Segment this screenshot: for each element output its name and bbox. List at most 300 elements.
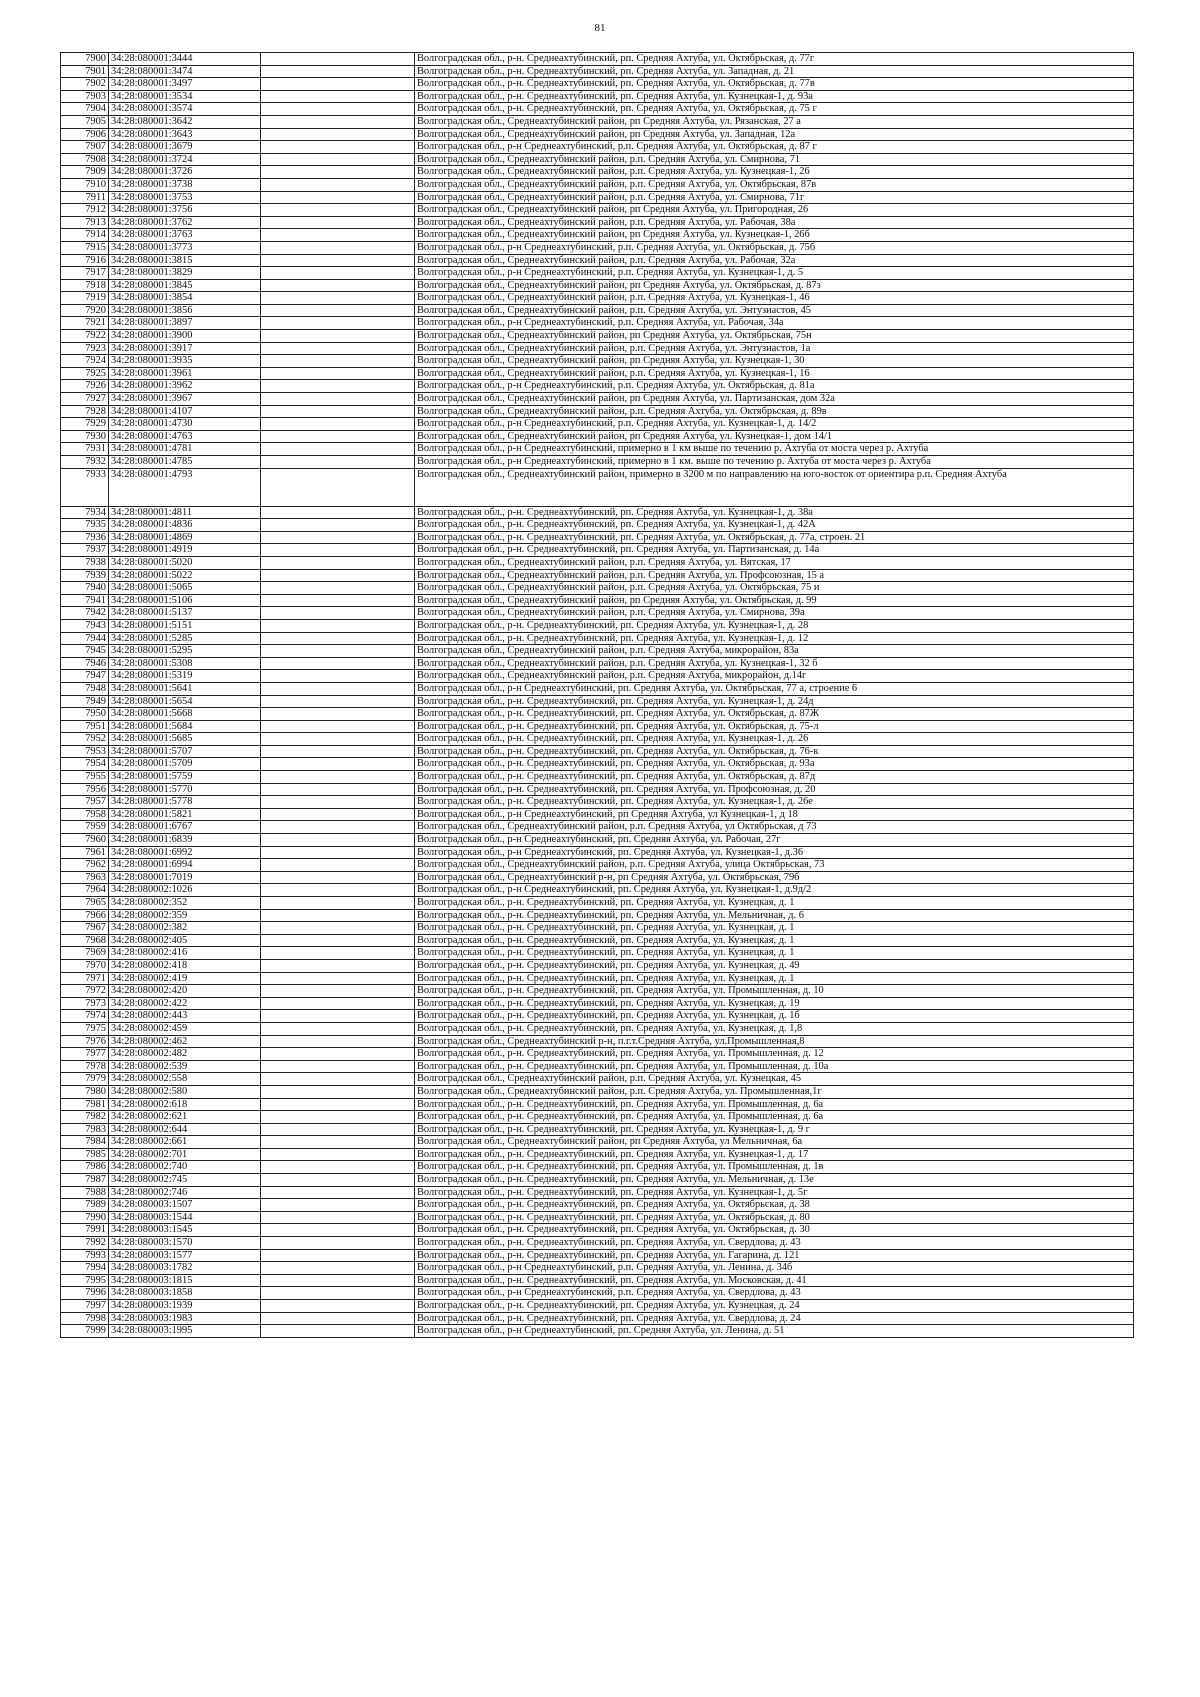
table-row xyxy=(61,544,1134,557)
address: Волгоградская обл., р-н. Среднеахтубинский, рп. Средняя Ахтуба, ул. Гагарина, д. 121 xyxy=(415,1249,1134,1262)
empty-cell xyxy=(261,229,415,242)
cadastral-number: 34:28:080001:5709 xyxy=(109,758,261,771)
cadastral-number: 34:28:080003:1544 xyxy=(109,1211,261,1224)
address: Волгоградская обл., р-н. Среднеахтубинский, рп. Средняя Ахтуба, ул. Кузнецкая-1, д. 5г xyxy=(415,1186,1134,1199)
address: Волгоградская обл., р-н Среднеахтубинский, р.п. Средняя Ахтуба, ул. Октябрьская, д. 87 г xyxy=(415,141,1134,154)
address: Волгоградская обл., Среднеахтубинский район, рп Средняя Ахтуба, ул. Октябрьская, 75н xyxy=(415,330,1134,343)
table-row xyxy=(61,1300,1134,1313)
empty-cell xyxy=(261,569,415,582)
address: Волгоградская обл., р-н. Среднеахтубинский, рп. Средняя Ахтуба, ул. Промышленная, д. 10а xyxy=(415,1060,1134,1073)
row-number: 7972 xyxy=(61,985,109,998)
row-number: 7993 xyxy=(61,1249,109,1262)
cadastral-number: 34:28:080001:6839 xyxy=(109,834,261,847)
cadastral-number: 34:28:080003:1983 xyxy=(109,1312,261,1325)
row-number: 7976 xyxy=(61,1035,109,1048)
cadastral-number: 34:28:080001:3815 xyxy=(109,254,261,267)
table-row xyxy=(61,1098,1134,1111)
row-number: 7900 xyxy=(61,53,109,66)
cadastral-number: 34:28:080001:4811 xyxy=(109,506,261,519)
address: Волгоградская обл., Среднеахтубинский район, р.п. Средняя Ахтуба, ул. Кузнецкая-1, 26 xyxy=(415,166,1134,179)
empty-cell xyxy=(261,90,415,103)
table-row xyxy=(61,153,1134,166)
table-row xyxy=(61,884,1134,897)
cadastral-number: 34:28:080001:3763 xyxy=(109,229,261,242)
cadastral-number: 34:28:080003:1570 xyxy=(109,1237,261,1250)
address: Волгоградская обл., р-н. Среднеахтубинский, рп. Средняя Ахтуба, ул. Кузнецкая-1, д. 38а xyxy=(415,506,1134,519)
address: Волгоградская обл., Среднеахтубинский район, р.п. Средняя Ахтуба, ул. Вятская, 17 xyxy=(415,556,1134,569)
address: Волгоградская обл., р-н. Среднеахтубинский, рп. Средняя Ахтуба, ул. Октябрьская, д. 75 г xyxy=(415,103,1134,116)
cadastral-number: 34:28:080002:422 xyxy=(109,997,261,1010)
table-row xyxy=(61,796,1134,809)
cadastral-number: 34:28:080001:3762 xyxy=(109,216,261,229)
row-number: 7966 xyxy=(61,909,109,922)
empty-cell xyxy=(261,254,415,267)
row-number: 7947 xyxy=(61,670,109,683)
table-row xyxy=(61,1085,1134,1098)
cadastral-number: 34:28:080001:4836 xyxy=(109,519,261,532)
table-row xyxy=(61,972,1134,985)
empty-cell xyxy=(261,393,415,406)
address: Волгоградская обл., Среднеахтубинский район, р.п. Средняя Ахтуба, ул. Смирнова, 71 xyxy=(415,153,1134,166)
row-number: 7969 xyxy=(61,947,109,960)
table-row xyxy=(61,90,1134,103)
address: Волгоградская обл., Среднеахтубинский район, рп Средняя Ахтуба, ул. Кузнецкая-1, 30 xyxy=(415,355,1134,368)
address: Волгоградская обл., Среднеахтубинский район, р.п. Средняя Ахтуба, ул. Энтузиастов, 45 xyxy=(415,304,1134,317)
table-row xyxy=(61,682,1134,695)
empty-cell xyxy=(261,1136,415,1149)
table-row xyxy=(61,1186,1134,1199)
row-number: 7960 xyxy=(61,834,109,847)
cadastral-number: 34:28:080001:6767 xyxy=(109,821,261,834)
address: Волгоградская обл., р-н Среднеахтубинский, примерно в 1 км. выше по течению р. Ахтуба от моста через р. Ахтуба xyxy=(415,456,1134,469)
cadastral-number: 34:28:080001:5137 xyxy=(109,607,261,620)
table-row xyxy=(61,204,1134,217)
address: Волгоградская обл., р-н. Среднеахтубинский, рп. Средняя Ахтуба, ул. Октябрьская, д. 75-л xyxy=(415,720,1134,733)
cadastral-number: 34:28:080003:1815 xyxy=(109,1274,261,1287)
empty-cell xyxy=(261,985,415,998)
row-number: 7939 xyxy=(61,569,109,582)
cadastral-number: 34:28:080001:3679 xyxy=(109,141,261,154)
row-number: 7946 xyxy=(61,657,109,670)
address: Волгоградская обл., Среднеахтубинский район, р.п. Средняя Ахтуба, микрорайон, 83а xyxy=(415,645,1134,658)
address: Волгоградская обл., р-н. Среднеахтубинский, рп. Средняя Ахтуба, ул. Кузнецкая-1, д. 93а xyxy=(415,90,1134,103)
empty-cell xyxy=(261,1300,415,1313)
table-row xyxy=(61,1312,1134,1325)
cadastral-number: 34:28:080003:1939 xyxy=(109,1300,261,1313)
table-row xyxy=(61,1022,1134,1035)
row-number: 7992 xyxy=(61,1237,109,1250)
address: Волгоградская обл., р-н. Среднеахтубинский, рп. Средняя Ахтуба, ул. Кузнецкая, д. 1 xyxy=(415,897,1134,910)
cadastral-number: 34:28:080001:3497 xyxy=(109,78,261,91)
table-row xyxy=(61,1199,1134,1212)
row-number: 7938 xyxy=(61,556,109,569)
table-row xyxy=(61,317,1134,330)
cadastral-number: 34:28:080003:1995 xyxy=(109,1325,261,1338)
row-number: 7963 xyxy=(61,871,109,884)
table-row xyxy=(61,745,1134,758)
cadastral-number: 34:28:080001:4793 xyxy=(109,468,261,506)
empty-cell xyxy=(261,241,415,254)
address: Волгоградская обл., Среднеахтубинский район, р.п. Средняя Ахтуба, ул. Рабочая, 38а xyxy=(415,216,1134,229)
table-row xyxy=(61,241,1134,254)
row-number: 7951 xyxy=(61,720,109,733)
row-number: 7935 xyxy=(61,519,109,532)
cadastral-number: 34:28:080002:416 xyxy=(109,947,261,960)
table-row xyxy=(61,418,1134,431)
row-number: 7975 xyxy=(61,1022,109,1035)
empty-cell xyxy=(261,808,415,821)
address: Волгоградская обл., р-н. Среднеахтубинский, рп. Средняя Ахтуба, ул. Промышленная, д. 6а xyxy=(415,1098,1134,1111)
empty-cell xyxy=(261,103,415,116)
table-row xyxy=(61,103,1134,116)
cadastral-number: 34:28:080001:3856 xyxy=(109,304,261,317)
cadastral-number: 34:28:080001:3738 xyxy=(109,178,261,191)
empty-cell xyxy=(261,846,415,859)
address: Волгоградская обл., р-н. Среднеахтубинский, рп. Средняя Ахтуба, ул. Октябрьская, д. 77в xyxy=(415,78,1134,91)
address: Волгоградская обл., Среднеахтубинский район, р.п. Средняя Ахтуба, ул. Промышленная,1г xyxy=(415,1085,1134,1098)
table-row xyxy=(61,254,1134,267)
address: Волгоградская обл., р-н Среднеахтубинский, рп. Средняя Ахтуба, ул. Рабочая, 27г xyxy=(415,834,1134,847)
cadastral-number: 34:28:080002:1026 xyxy=(109,884,261,897)
address: Волгоградская обл., р-н. Среднеахтубинский, рп. Средняя Ахтуба, ул. Кузнецкая-1, д. 17 xyxy=(415,1148,1134,1161)
row-number: 7961 xyxy=(61,846,109,859)
row-number: 7986 xyxy=(61,1161,109,1174)
cadastral-number: 34:28:080001:3534 xyxy=(109,90,261,103)
row-number: 7927 xyxy=(61,393,109,406)
address: Волгоградская обл., р-н. Среднеахтубинский, рп. Средняя Ахтуба, ул. Кузнецкая, д. 19 xyxy=(415,997,1134,1010)
empty-cell xyxy=(261,506,415,519)
address: Волгоградская обл., р-н. Среднеахтубинский, рп. Средняя Ахтуба, ул. Октябрьская, д. 77а, строен. 21 xyxy=(415,531,1134,544)
cadastral-number: 34:28:080002:419 xyxy=(109,972,261,985)
table-row xyxy=(61,619,1134,632)
table-row xyxy=(61,695,1134,708)
table-row xyxy=(61,834,1134,847)
table-row xyxy=(61,1237,1134,1250)
row-number: 7980 xyxy=(61,1085,109,1098)
cadastral-number: 34:28:080001:5707 xyxy=(109,745,261,758)
row-number: 7997 xyxy=(61,1300,109,1313)
cadastral-number: 34:28:080001:5770 xyxy=(109,783,261,796)
page-number: 81 xyxy=(594,22,606,34)
row-number: 7926 xyxy=(61,380,109,393)
address: Волгоградская обл., р-н. Среднеахтубинский, рп. Средняя Ахтуба, ул. Свердлова, д. 24 xyxy=(415,1312,1134,1325)
cadastral-number: 34:28:080001:3726 xyxy=(109,166,261,179)
cadastral-number: 34:28:080001:5759 xyxy=(109,771,261,784)
cadastral-number: 34:28:080001:3854 xyxy=(109,292,261,305)
empty-cell xyxy=(261,1312,415,1325)
empty-cell xyxy=(261,1186,415,1199)
empty-cell xyxy=(261,304,415,317)
empty-cell xyxy=(261,292,415,305)
row-number: 7907 xyxy=(61,141,109,154)
row-number: 7984 xyxy=(61,1136,109,1149)
cadastral-number: 34:28:080001:5319 xyxy=(109,670,261,683)
address: Волгоградская обл., р-н. Среднеахтубинский, рп. Средняя Ахтуба, ул. Кузнецкая, д. 1 xyxy=(415,922,1134,935)
address: Волгоградская обл., р-н. Среднеахтубинский, рп. Средняя Ахтуба, ул. Кузнецкая-1, д. 9 г xyxy=(415,1123,1134,1136)
address: Волгоградская обл., Среднеахтубинский район, р.п. Средняя Ахтуба, ул. Смирнова, 39а xyxy=(415,607,1134,620)
cadastral-number: 34:28:080001:3900 xyxy=(109,330,261,343)
address: Волгоградская обл., р-н. Среднеахтубинский, рп. Средняя Ахтуба, ул. Промышленная, д. 1в xyxy=(415,1161,1134,1174)
row-number: 7936 xyxy=(61,531,109,544)
cadastral-number: 34:28:080001:3962 xyxy=(109,380,261,393)
row-number: 7920 xyxy=(61,304,109,317)
table-row xyxy=(61,166,1134,179)
row-number: 7968 xyxy=(61,934,109,947)
address: Волгоградская обл., Среднеахтубинский район, рп Средняя Ахтуба, ул. Октябрьская, д. 99 xyxy=(415,594,1134,607)
row-number: 7956 xyxy=(61,783,109,796)
cadastral-number: 34:28:080001:6994 xyxy=(109,859,261,872)
cadastral-number: 34:28:080002:405 xyxy=(109,934,261,947)
address: Волгоградская обл., р-н Среднеахтубинский, рп. Средняя Ахтуба, ул. Ленина, д. 51 xyxy=(415,1325,1134,1338)
row-number: 7970 xyxy=(61,959,109,972)
address: Волгоградская обл., Среднеахтубинский район, р.п. Средняя Ахтуба, ул. Смирнова, 71г xyxy=(415,191,1134,204)
address: Волгоградская обл., р-н Среднеахтубинский, рп. Средняя Ахтуба, ул. Кузнецкая-1, д.36 xyxy=(415,846,1134,859)
table-row xyxy=(61,859,1134,872)
table-row xyxy=(61,569,1134,582)
empty-cell xyxy=(261,1174,415,1187)
address: Волгоградская обл., Среднеахтубинский район, р.п. Средняя Ахтуба, ул Октябрьская, д 73 xyxy=(415,821,1134,834)
row-number: 7905 xyxy=(61,115,109,128)
table-row xyxy=(61,128,1134,141)
address: Волгоградская обл., р-н. Среднеахтубинский, рп. Средняя Ахтуба, ул. Октябрьская, д. 87д xyxy=(415,771,1134,784)
row-number: 7978 xyxy=(61,1060,109,1073)
table-row xyxy=(61,947,1134,960)
empty-cell xyxy=(261,796,415,809)
row-number: 7931 xyxy=(61,443,109,456)
empty-cell xyxy=(261,1287,415,1300)
row-number: 7949 xyxy=(61,695,109,708)
cadastral-number: 34:28:080002:746 xyxy=(109,1186,261,1199)
row-number: 7941 xyxy=(61,594,109,607)
address: Волгоградская обл., Среднеахтубинский район, р.п. Средняя Ахтуба, ул. Кузнецкая-1, 46 xyxy=(415,292,1134,305)
cadastral-number: 34:28:080002:420 xyxy=(109,985,261,998)
row-number: 7989 xyxy=(61,1199,109,1212)
address: Волгоградская обл., р-н Среднеахтубинский, р.п. Средняя Ахтуба, ул. Свердлова, д. 43 xyxy=(415,1287,1134,1300)
cadastral-number: 34:28:080002:621 xyxy=(109,1111,261,1124)
address: Волгоградская обл., р-н. Среднеахтубинский, рп. Средняя Ахтуба, ул. Промышленная, д. 6а xyxy=(415,1111,1134,1124)
empty-cell xyxy=(261,783,415,796)
table-row xyxy=(61,191,1134,204)
empty-cell xyxy=(261,670,415,683)
empty-cell xyxy=(261,897,415,910)
table-row xyxy=(61,922,1134,935)
empty-cell xyxy=(261,443,415,456)
cadastral-number: 34:28:080001:4107 xyxy=(109,405,261,418)
cadastral-number: 34:28:080001:3845 xyxy=(109,279,261,292)
empty-cell xyxy=(261,456,415,469)
table-row xyxy=(61,846,1134,859)
table-row xyxy=(61,1224,1134,1237)
row-number: 7988 xyxy=(61,1186,109,1199)
table-row xyxy=(61,216,1134,229)
table-row xyxy=(61,443,1134,456)
table-row xyxy=(61,783,1134,796)
empty-cell xyxy=(261,279,415,292)
row-number: 7902 xyxy=(61,78,109,91)
row-number: 7998 xyxy=(61,1312,109,1325)
row-number: 7921 xyxy=(61,317,109,330)
row-number: 7940 xyxy=(61,582,109,595)
address: Волгоградская обл., Среднеахтубинский район, р.п. Средняя Ахтуба, ул. Кузнецкая-1, 32 б xyxy=(415,657,1134,670)
empty-cell xyxy=(261,405,415,418)
row-number: 7918 xyxy=(61,279,109,292)
row-number: 7952 xyxy=(61,733,109,746)
empty-cell xyxy=(261,695,415,708)
row-number: 7996 xyxy=(61,1287,109,1300)
table-row xyxy=(61,1073,1134,1086)
table-row xyxy=(61,380,1134,393)
empty-cell xyxy=(261,884,415,897)
table-row xyxy=(61,1035,1134,1048)
empty-cell xyxy=(261,1060,415,1073)
address: Волгоградская обл., Среднеахтубинский р-н, рп Средняя Ахтуба, ул. Октябрьская, 79б xyxy=(415,871,1134,884)
empty-cell xyxy=(261,1224,415,1237)
row-number: 7977 xyxy=(61,1048,109,1061)
table-row xyxy=(61,519,1134,532)
cadastral-number: 34:28:080001:3643 xyxy=(109,128,261,141)
address: Волгоградская обл., р-н Среднеахтубинский, р.п. Средняя Ахтуба, ул. Ленина, д. 34б xyxy=(415,1262,1134,1275)
row-number: 7911 xyxy=(61,191,109,204)
cadastral-number: 34:28:080002:482 xyxy=(109,1048,261,1061)
table-row xyxy=(61,1048,1134,1061)
table-row xyxy=(61,871,1134,884)
cadastral-number: 34:28:080001:5654 xyxy=(109,695,261,708)
address: Волгоградская обл., Среднеахтубинский район, рп Средняя Ахтуба, ул Мельничная, 6а xyxy=(415,1136,1134,1149)
cadastral-table xyxy=(60,52,1134,1338)
empty-cell xyxy=(261,468,415,506)
empty-cell xyxy=(261,178,415,191)
row-number: 7985 xyxy=(61,1148,109,1161)
empty-cell xyxy=(261,645,415,658)
row-number: 7974 xyxy=(61,1010,109,1023)
row-number: 7957 xyxy=(61,796,109,809)
address: Волгоградская обл., р-н. Среднеахтубинский, рп. Средняя Ахтуба, ул. Октябрьская, д. 93а xyxy=(415,758,1134,771)
empty-cell xyxy=(261,53,415,66)
cadastral-number: 34:28:080001:3935 xyxy=(109,355,261,368)
empty-cell xyxy=(261,1123,415,1136)
address: Волгоградская обл., Среднеахтубинский район, р.п. Средняя Ахтуба, ул. Энтузиастов, 1а xyxy=(415,342,1134,355)
empty-cell xyxy=(261,1085,415,1098)
empty-cell xyxy=(261,1148,415,1161)
empty-cell xyxy=(261,1010,415,1023)
address: Волгоградская обл., р-н. Среднеахтубинский, рп. Средняя Ахтуба, ул. Кузнецкая, д. 1 xyxy=(415,947,1134,960)
empty-cell xyxy=(261,1211,415,1224)
table-row xyxy=(61,430,1134,443)
empty-cell xyxy=(261,594,415,607)
empty-cell xyxy=(261,430,415,443)
table-row xyxy=(61,758,1134,771)
empty-cell xyxy=(261,1073,415,1086)
table-row xyxy=(61,657,1134,670)
table-row xyxy=(61,632,1134,645)
address: Волгоградская обл., р-н Среднеахтубинский, р.п. Средняя Ахтуба, ул. Кузнецкая-1, д. 14/2 xyxy=(415,418,1134,431)
table-row xyxy=(61,229,1134,242)
row-number: 7937 xyxy=(61,544,109,557)
address: Волгоградская обл., Среднеахтубинский район, р.п. Средняя Ахтуба, ул. Кузнецкая, 45 xyxy=(415,1073,1134,1086)
address: Волгоградская обл., р-н. Среднеахтубинский, рп. Средняя Ахтуба, ул. Западная, д. 21 xyxy=(415,65,1134,78)
empty-cell xyxy=(261,972,415,985)
cadastral-number: 34:28:080001:3967 xyxy=(109,393,261,406)
address: Волгоградская обл., Среднеахтубинский район, примерно в 3200 м по направлению на юго-восток от ориентира р.п. Средняя Ахтуба xyxy=(415,468,1134,506)
table-row xyxy=(61,330,1134,343)
table-row xyxy=(61,1136,1134,1149)
table-row xyxy=(61,1060,1134,1073)
address: Волгоградская обл., Среднеахтубинский район, рп Средняя Ахтуба, ул. Рязанская, 27 а xyxy=(415,115,1134,128)
address: Волгоградская обл., р-н. Среднеахтубинский, рп. Средняя Ахтуба, ул. Кузнецкая-1, д. 42А xyxy=(415,519,1134,532)
row-number: 7943 xyxy=(61,619,109,632)
row-number: 7923 xyxy=(61,342,109,355)
cadastral-number: 34:28:080002:558 xyxy=(109,1073,261,1086)
cadastral-number: 34:28:080002:580 xyxy=(109,1085,261,1098)
row-number: 7916 xyxy=(61,254,109,267)
row-number: 7922 xyxy=(61,330,109,343)
address: Волгоградская обл., Среднеахтубинский район, рп Средняя Ахтуба, ул. Партизанская, дом 32а xyxy=(415,393,1134,406)
empty-cell xyxy=(261,355,415,368)
empty-cell xyxy=(261,733,415,746)
row-number: 7950 xyxy=(61,708,109,721)
table-row xyxy=(61,645,1134,658)
cadastral-number: 34:28:080001:4763 xyxy=(109,430,261,443)
address: Волгоградская обл., р-н Среднеахтубинский, примерно в 1 км выше по течению р. Ахтуба от моста через р. Ахтуба xyxy=(415,443,1134,456)
cadastral-number: 34:28:080002:462 xyxy=(109,1035,261,1048)
cadastral-number: 34:28:080001:5778 xyxy=(109,796,261,809)
cadastral-number: 34:28:080002:418 xyxy=(109,959,261,972)
row-number: 7967 xyxy=(61,922,109,935)
address: Волгоградская обл., р-н Среднеахтубинский, рп. Средняя Ахтуба, ул. Октябрьская, 77 а, строение 6 xyxy=(415,682,1134,695)
cadastral-number: 34:28:080001:3753 xyxy=(109,191,261,204)
cadastral-number: 34:28:080001:7019 xyxy=(109,871,261,884)
empty-cell xyxy=(261,380,415,393)
table-row xyxy=(61,342,1134,355)
empty-cell xyxy=(261,922,415,935)
cadastral-number: 34:28:080001:3724 xyxy=(109,153,261,166)
table-row xyxy=(61,1161,1134,1174)
empty-cell xyxy=(261,682,415,695)
address: Волгоградская обл., Среднеахтубинский район, р.п. Средняя Ахтуба, ул. Рабочая, 32а xyxy=(415,254,1134,267)
table-row xyxy=(61,821,1134,834)
empty-cell xyxy=(261,834,415,847)
row-number: 7983 xyxy=(61,1123,109,1136)
row-number: 7917 xyxy=(61,267,109,280)
empty-cell xyxy=(261,632,415,645)
empty-cell xyxy=(261,519,415,532)
cadastral-number: 34:28:080001:5285 xyxy=(109,632,261,645)
cadastral-number: 34:28:080001:4785 xyxy=(109,456,261,469)
row-number: 7999 xyxy=(61,1325,109,1338)
empty-cell xyxy=(261,1022,415,1035)
row-number: 7908 xyxy=(61,153,109,166)
row-number: 7965 xyxy=(61,897,109,910)
empty-cell xyxy=(261,657,415,670)
table-row xyxy=(61,531,1134,544)
row-number: 7934 xyxy=(61,506,109,519)
address: Волгоградская обл., р-н. Среднеахтубинский, рп. Средняя Ахтуба, ул. Кузнецкая, д. 1,8 xyxy=(415,1022,1134,1035)
empty-cell xyxy=(261,859,415,872)
table-row xyxy=(61,115,1134,128)
cadastral-number: 34:28:080002:701 xyxy=(109,1148,261,1161)
address: Волгоградская обл., Среднеахтубинский район, рп Средняя Ахтуба, ул. Западная, 12а xyxy=(415,128,1134,141)
empty-cell xyxy=(261,267,415,280)
row-number: 7932 xyxy=(61,456,109,469)
table-row xyxy=(61,909,1134,922)
address: Волгоградская обл., р-н Среднеахтубинский, р.п. Средняя Ахтуба, ул. Октябрьская, д. 81а xyxy=(415,380,1134,393)
table-row xyxy=(61,997,1134,1010)
address: Волгоградская обл., р-н Среднеахтубинский, рп Средняя Ахтуба, ул Кузнецкая-1, д 18 xyxy=(415,808,1134,821)
table-row xyxy=(61,279,1134,292)
address: Волгоградская обл., р-н. Среднеахтубинский, рп. Средняя Ахтуба, ул. Промышленная, д. 10 xyxy=(415,985,1134,998)
row-number: 7962 xyxy=(61,859,109,872)
table-row xyxy=(61,1211,1134,1224)
